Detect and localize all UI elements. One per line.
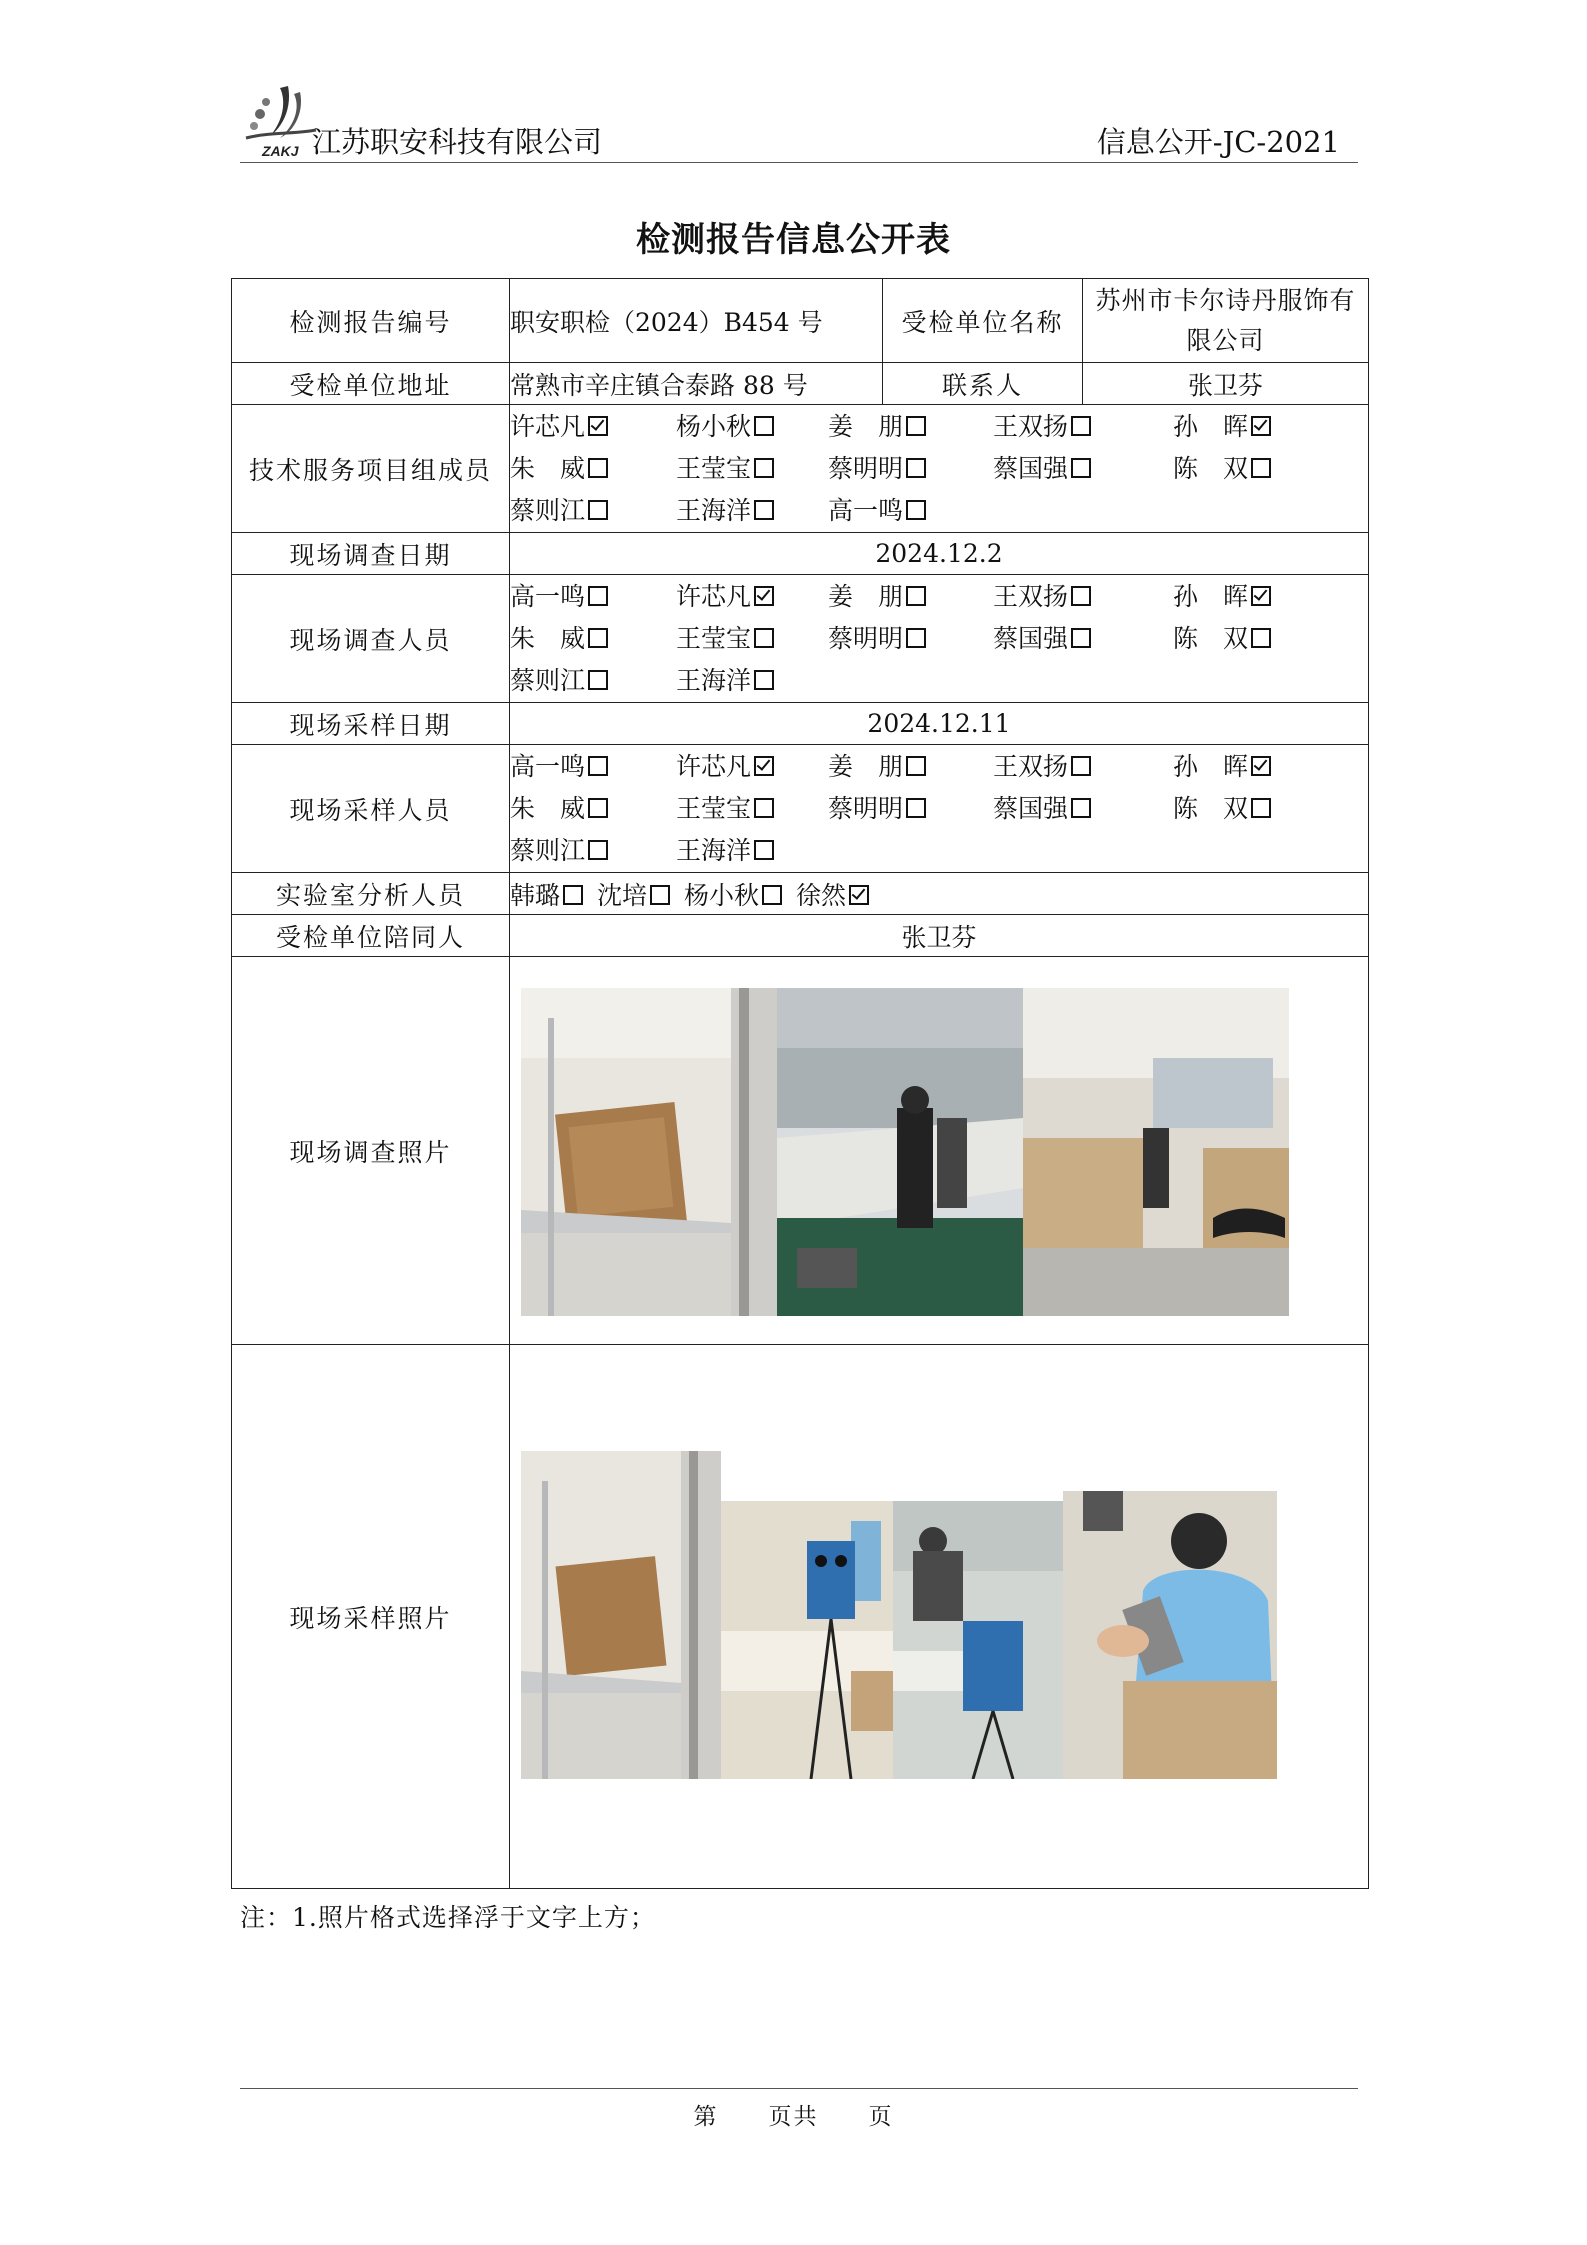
label-survey-date: 现场调查日期 [232, 533, 510, 575]
empty-box-icon[interactable] [906, 458, 926, 478]
person-name: 王海洋 [676, 495, 752, 525]
label-report-no: 检测报告编号 [232, 279, 510, 363]
person-entry [1173, 406, 1293, 448]
label-address: 受检单位地址 [232, 363, 510, 405]
person-name: 高一鸣 [510, 581, 586, 611]
empty-box-icon[interactable] [1071, 798, 1091, 818]
company-name: 江苏职安科技有限公司 [312, 125, 603, 159]
company-logo [240, 80, 322, 160]
empty-box-icon[interactable] [588, 670, 608, 690]
person-entry [510, 490, 676, 532]
person-entry [828, 406, 993, 448]
people-row [510, 406, 1368, 448]
person-name: 朱 威 [510, 623, 586, 653]
value-address: 常熟市辛庄镇合泰路 88 号 [510, 363, 883, 405]
person-name: 许芯凡 [676, 581, 752, 611]
person-entry [1173, 618, 1293, 660]
empty-box-icon[interactable] [588, 586, 608, 606]
person-name: 蔡明明 [828, 623, 904, 653]
person-entry [828, 576, 993, 618]
person-entry [796, 876, 869, 912]
empty-box-icon[interactable] [1071, 416, 1091, 436]
empty-box-icon[interactable] [762, 885, 782, 905]
sampling-photo-instrument-2 [893, 1501, 1063, 1779]
person-name: 朱 威 [510, 453, 586, 483]
person-entry [993, 788, 1173, 830]
person-name: 陈 双 [1173, 793, 1249, 823]
value-report-no: 职安职检（2024）B454 号 [510, 279, 883, 363]
lab-staff-list [510, 873, 1369, 915]
label-lab-staff: 实验室分析人员 [232, 873, 510, 915]
row-escort [232, 915, 1369, 957]
person-name: 蔡明明 [828, 793, 904, 823]
person-entry [510, 876, 583, 912]
people-row [510, 490, 1368, 532]
checked-box-icon[interactable] [1251, 586, 1271, 606]
row-team [232, 405, 1369, 533]
label-survey-staff: 现场调查人员 [232, 575, 510, 703]
sampling-photo-instrument-1 [721, 1501, 893, 1779]
empty-box-icon[interactable] [906, 416, 926, 436]
person-entry [676, 576, 828, 618]
footer-divider [240, 2088, 1358, 2089]
label-unit-name: 受检单位名称 [883, 279, 1083, 363]
label-survey-photos: 现场调查照片 [232, 957, 510, 1345]
person-name: 孙 晖 [1173, 411, 1249, 441]
person-entry [510, 830, 676, 872]
person-entry [510, 618, 676, 660]
person-entry [993, 618, 1173, 660]
document-title: 检测报告信息公开表 [636, 220, 951, 260]
document-code: 信息公开-JC-2021 [1096, 125, 1340, 159]
person-name: 王莹宝 [676, 793, 752, 823]
empty-box-icon[interactable] [906, 756, 926, 776]
value-contact: 张卫芬 [1083, 363, 1369, 405]
people-row [510, 618, 1368, 660]
empty-box-icon[interactable] [588, 458, 608, 478]
empty-box-icon[interactable] [1071, 628, 1091, 648]
person-name: 姜 朋 [828, 581, 904, 611]
row-sampling-staff [232, 745, 1369, 873]
empty-box-icon[interactable] [754, 500, 774, 520]
person-entry [597, 876, 670, 912]
person-name: 徐然 [796, 880, 847, 910]
people-row [510, 448, 1368, 490]
person-name: 陈 双 [1173, 623, 1249, 653]
row-survey-staff [232, 575, 1369, 703]
person-name: 蔡则江 [510, 495, 586, 525]
person-name: 蔡则江 [510, 835, 586, 865]
person-name: 王海洋 [676, 665, 752, 695]
person-name: 杨小秋 [676, 411, 752, 441]
label-contact: 联系人 [883, 363, 1083, 405]
empty-box-icon[interactable] [906, 628, 926, 648]
person-name: 蔡国强 [993, 453, 1069, 483]
person-entry [676, 830, 828, 872]
checked-box-icon[interactable] [754, 756, 774, 776]
person-entry [676, 660, 828, 702]
people-row [510, 660, 1368, 702]
person-entry [676, 490, 828, 532]
label-team: 技术服务项目组成员 [232, 405, 510, 533]
empty-box-icon[interactable] [1071, 756, 1091, 776]
person-entry [1173, 448, 1293, 490]
people-row [510, 576, 1368, 618]
person-entry [828, 746, 993, 788]
row-survey-date [232, 533, 1369, 575]
checked-box-icon[interactable] [849, 885, 869, 905]
people-row [510, 788, 1368, 830]
empty-box-icon[interactable] [754, 670, 774, 690]
person-entry [510, 660, 676, 702]
person-name: 蔡国强 [993, 793, 1069, 823]
person-entry [676, 788, 828, 830]
person-name: 姜 朋 [828, 411, 904, 441]
empty-box-icon[interactable] [588, 628, 608, 648]
person-name: 王双扬 [993, 751, 1069, 781]
person-name: 高一鸣 [510, 751, 586, 781]
empty-box-icon[interactable] [754, 798, 774, 818]
row-sampling-photos [232, 1345, 1369, 1889]
person-name: 许芯凡 [510, 411, 586, 441]
person-entry [993, 448, 1173, 490]
empty-box-icon[interactable] [1251, 628, 1271, 648]
person-name: 蔡明明 [828, 453, 904, 483]
checked-box-icon[interactable] [1251, 416, 1271, 436]
checked-box-icon[interactable] [1251, 756, 1271, 776]
people-row [510, 746, 1368, 788]
empty-box-icon[interactable] [650, 885, 670, 905]
survey-staff-list [510, 575, 1369, 703]
empty-box-icon[interactable] [1071, 586, 1091, 606]
row-sampling-date [232, 703, 1369, 745]
person-name: 孙 晖 [1173, 751, 1249, 781]
empty-box-icon[interactable] [906, 500, 926, 520]
person-entry [676, 406, 828, 448]
page-footer: 第 页共 页 [693, 2104, 894, 2130]
row-address [232, 363, 1369, 405]
value-escort: 张卫芬 [510, 915, 1369, 957]
person-entry [676, 448, 828, 490]
person-entry [828, 618, 993, 660]
person-name: 沈培 [597, 880, 648, 910]
person-name: 王双扬 [993, 581, 1069, 611]
value-sampling-date: 2024.12.11 [510, 703, 1369, 745]
person-entry [510, 746, 676, 788]
person-name: 王双扬 [993, 411, 1069, 441]
person-entry [993, 406, 1173, 448]
empty-box-icon[interactable] [754, 840, 774, 860]
survey-photo-shelf [521, 988, 777, 1316]
footnote: 注：1.照片格式选择浮于文字上方； [240, 1903, 656, 1932]
empty-box-icon[interactable] [588, 756, 608, 776]
person-name: 王莹宝 [676, 453, 752, 483]
survey-photo-workshop [777, 988, 1023, 1316]
person-name: 王莹宝 [676, 623, 752, 653]
empty-box-icon[interactable] [754, 416, 774, 436]
row-report-no [232, 279, 1369, 363]
person-entry [1173, 788, 1293, 830]
empty-box-icon[interactable] [588, 500, 608, 520]
empty-box-icon[interactable] [1251, 458, 1271, 478]
logo-text: ZAKJ [262, 143, 299, 159]
value-survey-date: 2024.12.2 [510, 533, 1369, 575]
person-name: 陈 双 [1173, 453, 1249, 483]
person-entry [510, 788, 676, 830]
sampling-photo-shelf [521, 1451, 721, 1779]
person-entry [993, 576, 1173, 618]
label-sampling-photos: 现场采样照片 [232, 1345, 510, 1889]
checked-box-icon[interactable] [754, 586, 774, 606]
person-name: 蔡则江 [510, 665, 586, 695]
person-entry [993, 746, 1173, 788]
person-entry [684, 876, 782, 912]
empty-box-icon[interactable] [906, 586, 926, 606]
person-name: 蔡国强 [993, 623, 1069, 653]
empty-box-icon[interactable] [563, 885, 583, 905]
people-row [510, 830, 1368, 872]
sampling-photos-cell [510, 1345, 1369, 1889]
person-name: 王海洋 [676, 835, 752, 865]
label-sampling-staff: 现场采样人员 [232, 745, 510, 873]
row-survey-photos [232, 957, 1369, 1345]
empty-box-icon[interactable] [1251, 798, 1271, 818]
person-entry [676, 746, 828, 788]
empty-box-icon[interactable] [1071, 458, 1091, 478]
empty-box-icon[interactable] [588, 798, 608, 818]
person-entry [828, 490, 993, 532]
empty-box-icon[interactable] [754, 458, 774, 478]
person-name: 孙 晖 [1173, 581, 1249, 611]
person-entry [510, 576, 676, 618]
person-name: 许芯凡 [676, 751, 752, 781]
survey-photo-warehouse [1023, 988, 1289, 1316]
sampling-photo-worker [1063, 1491, 1277, 1779]
person-name: 朱 威 [510, 793, 586, 823]
person-entry [1173, 576, 1293, 618]
empty-box-icon[interactable] [588, 840, 608, 860]
person-entry [828, 448, 993, 490]
label-escort: 受检单位陪同人 [232, 915, 510, 957]
team-list [510, 405, 1369, 533]
report-table [231, 278, 1369, 1889]
empty-box-icon[interactable] [906, 798, 926, 818]
person-name: 高一鸣 [828, 495, 904, 525]
survey-photos-cell [510, 957, 1369, 1345]
empty-box-icon[interactable] [754, 628, 774, 648]
person-entry [828, 788, 993, 830]
label-sampling-date: 现场采样日期 [232, 703, 510, 745]
person-name: 杨小秋 [684, 880, 760, 910]
row-lab-staff [232, 873, 1369, 915]
person-name: 韩璐 [510, 880, 561, 910]
person-entry [510, 448, 676, 490]
value-unit-name: 苏州市卡尔诗丹服饰有限公司 [1083, 279, 1369, 363]
page-header [240, 110, 1358, 163]
person-entry [676, 618, 828, 660]
person-name: 姜 朋 [828, 751, 904, 781]
person-entry [1173, 746, 1293, 788]
sampling-staff-list [510, 745, 1369, 873]
person-entry [510, 406, 676, 448]
checked-box-icon[interactable] [588, 416, 608, 436]
